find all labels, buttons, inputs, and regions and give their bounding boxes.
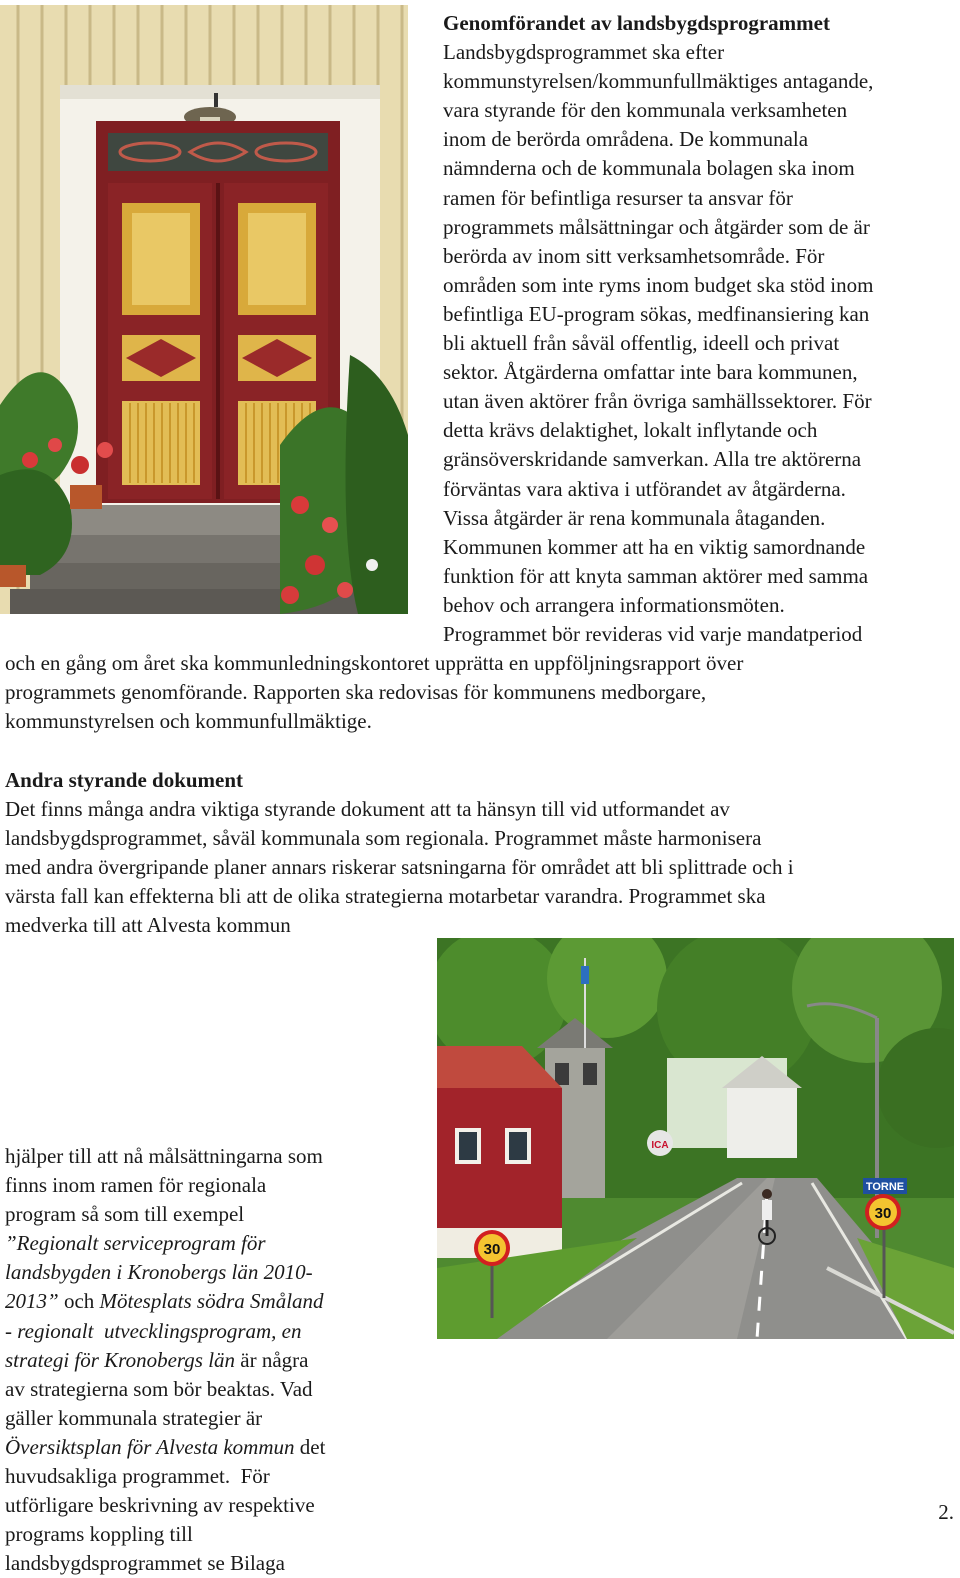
paragraph-line: med andra övergripande planer annars riskerar satsningarna för området att bli splittrade och i	[5, 855, 794, 880]
paragraph-line: programmets målsättningar och åtgärder som de är	[443, 214, 870, 239]
paragraph-line: bli aktuell från såväl offentlig, ideell och privat	[443, 331, 840, 356]
paragraph-line: programs koppling till	[5, 1522, 193, 1547]
paragraph-line: ramen för befintliga resurser ta ansvar för	[443, 185, 793, 210]
paragraph-line: detta krävs delaktighet, lokalt inflytande och	[443, 418, 818, 443]
page-number: 2.	[938, 1500, 954, 1524]
paragraph-line: områden som inte ryms inom budget ska stöd inom	[443, 272, 874, 297]
paragraph-line: förväntas vara aktiva i utförandet av åtgärderna.	[443, 476, 846, 501]
paragraph-line: funktion för att knyta samman aktörer med samma	[443, 563, 869, 588]
speed-sign-right-text: 30	[874, 1205, 892, 1222]
paragraph-line: vara styrande för den kommunala verksamheten	[443, 98, 848, 123]
paragraph-line-italic: ”Regionalt serviceprogram för	[5, 1231, 266, 1256]
speed-sign-left-text: 30	[483, 1241, 501, 1258]
paragraph-line: landsbygdsprogrammet se Bilaga	[5, 1551, 285, 1576]
paragraph-line: finns inom ramen för regionala	[5, 1173, 267, 1198]
paragraph-line: värsta fall kan effekterna bli att de olika strategierna motarbetar varandra. Programmet ska	[5, 884, 766, 909]
paragraph-line: inom de berörda områdena. De kommunala	[443, 127, 809, 152]
plain-text: och	[58, 1289, 100, 1314]
paragraph-line-italic: landsbygden i Kronobergs län 2010-	[5, 1260, 313, 1285]
place-sign-text: TORNE	[865, 1181, 905, 1193]
paragraph-line	[5, 1346, 405, 1375]
road-photo	[437, 938, 954, 1339]
paragraph-line: och en gång om året ska kommunledningskontoret upprätta en uppföljningsrapport över	[5, 651, 744, 675]
paragraph-line: gäller kommunala strategier är	[5, 1405, 263, 1430]
section-implementation	[443, 9, 960, 649]
italic-text: Översiktsplan för Alvesta kommun	[5, 1434, 295, 1459]
section-other-documents	[5, 766, 960, 941]
paragraph-line: Landsbygdsprogrammet ska efter	[443, 40, 725, 65]
paragraph-line: landsbygdsprogrammet, såväl kommunala som regionala. Programmet måste harmonisera	[5, 826, 762, 851]
paragraph-line: Kommunen kommer att ha en viktig samordnande	[443, 534, 866, 559]
section-implementation-continued	[5, 649, 960, 736]
paragraph-line: programmets genomförande. Rapporten ska redovisas för kommunens medborgare,	[5, 680, 707, 705]
paragraph-line: kommunstyrelsen/kommunfullmäktiges antagande,	[443, 69, 874, 94]
plain-text: det	[294, 1434, 326, 1459]
section-other-documents-left	[5, 1142, 405, 1578]
door-photo	[0, 5, 408, 614]
paragraph-line: utan även aktörer från övriga samhällssektorer. För	[443, 389, 872, 414]
paragraph-line	[5, 1287, 405, 1316]
italic-text: Mötesplats södra Småland	[99, 1289, 324, 1314]
paragraph-line: program så som till exempel	[5, 1202, 245, 1227]
paragraph-line: Vissa åtgärder är rena kommunala åtaganden.	[443, 505, 826, 530]
paragraph-line: hjälper till att nå målsättningarna som	[5, 1144, 323, 1168]
paragraph-line: kommunstyrelsen och kommunfullmäktige.	[5, 709, 372, 734]
paragraph-line: medverka till att Alvesta kommun	[5, 913, 291, 938]
italic-text: 2013”	[5, 1289, 59, 1314]
italic-text: strategi för Kronobergs län	[5, 1347, 236, 1372]
paragraph-line: berörda av inom sitt verksamhetsområde. För	[443, 243, 825, 268]
paragraph-line: nämnderna och de kommunala bolagen ska inom	[443, 156, 855, 181]
paragraph-line: sektor. Åtgärderna omfattar inte bara kommunen,	[443, 360, 858, 385]
paragraph-line: av strategierna som bör beaktas. Vad	[5, 1376, 313, 1401]
paragraph-line: gränsöverskridande samverkan. Alla tre aktörerna	[443, 447, 862, 472]
paragraph-line: Det finns många andra viktiga styrande dokument att ta hänsyn till vid utformandet av	[5, 797, 730, 822]
paragraph-line	[5, 1433, 405, 1462]
paragraph-line: Programmet bör revideras vid varje mandatperiod	[443, 621, 863, 646]
plain-text: är några	[235, 1347, 309, 1372]
paragraph-line: befintliga EU-program sökas, medfinansiering kan	[443, 301, 870, 326]
heading-other-documents: Andra styrande dokument	[5, 768, 244, 792]
paragraph-line-italic: - regionalt utvecklingsprogram, en	[5, 1318, 302, 1343]
heading-implementation: Genomförandet av landsbygdsprogrammet	[443, 11, 830, 35]
ica-sign-text: ICA	[651, 1140, 669, 1151]
paragraph-line: utförligare beskrivning av respektive	[5, 1493, 315, 1518]
paragraph-line: huvudsakliga programmet. För	[5, 1464, 270, 1489]
paragraph-line: behov och arrangera informationsmöten.	[443, 592, 785, 617]
